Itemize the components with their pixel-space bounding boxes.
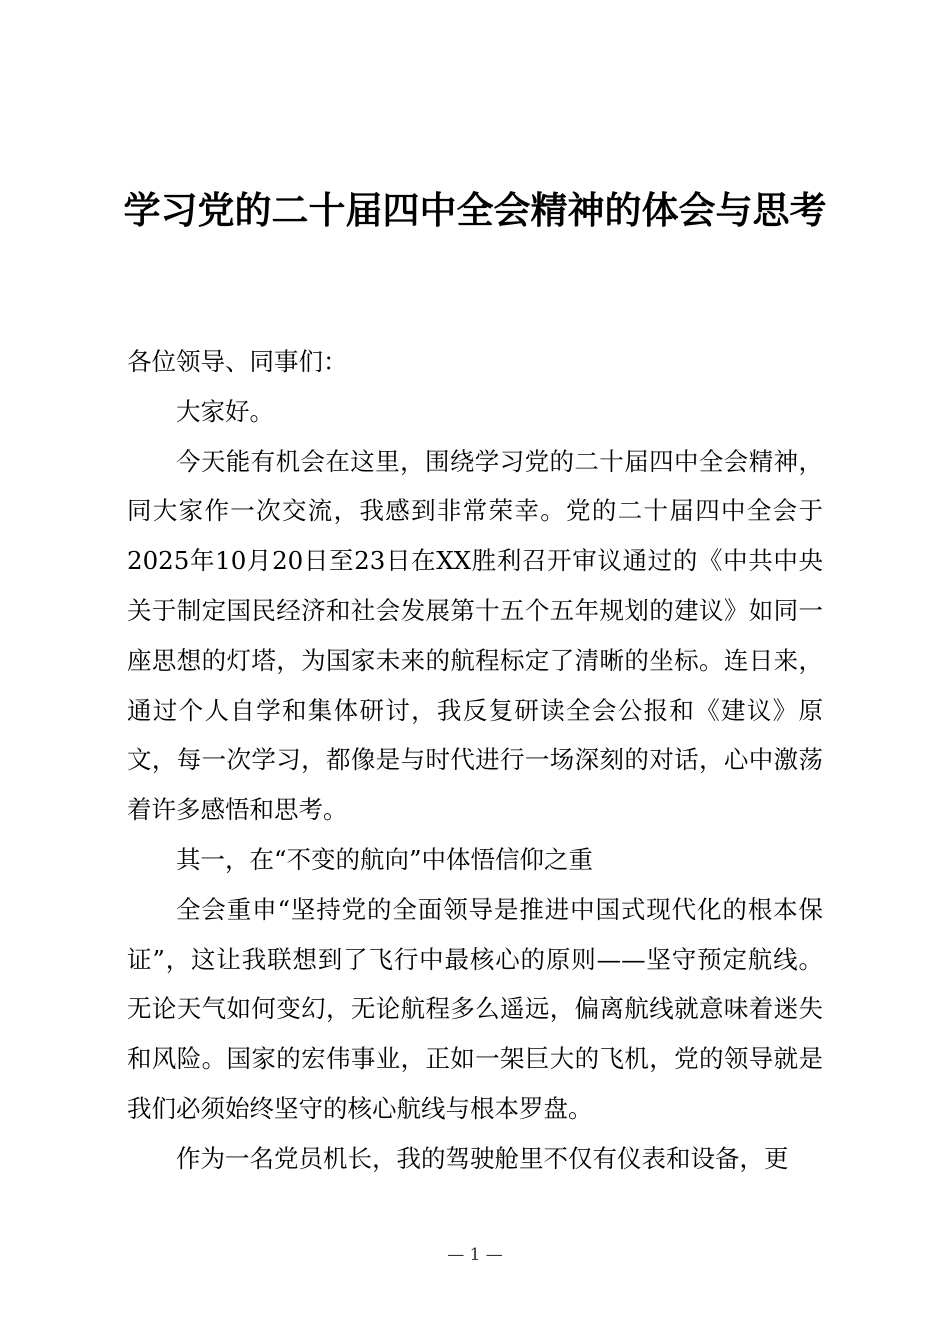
paragraph-greeting: 大家好。 (176, 396, 274, 426)
page-number: — 1 — (447, 1245, 503, 1265)
document-title: 学习党的二十届四中全会精神的体会与思考 (123, 189, 827, 232)
salutation: 各位领导、同事们： (127, 347, 348, 376)
paragraph-intro: 今天能有机会在这里，围绕学习党的二十届四中全会精神，同大家作一次交流，我感到非常荣幸。党的二十届四中全会于2025年10月20日至23日在XX胜利召开审议通过的《中共中央关于制定国民经济和社会发展第十五个五年规划的建议》如同一座思想的灯塔，为国家未来的航程标定了清晰的坐标。连日来，通过个人自学和集体研讨，我反复研读全会公报和《建议》原文，每一次学习，都像是与时代进行一场深刻的对话，心中激荡着许多感悟和思考。 (127, 446, 823, 825)
paragraph-captain: 作为一名党员机长，我的驾驶舱里不仅有仪表和设备，更 (176, 1143, 789, 1173)
paragraph-section-1: 全会重申“坚持党的全面领导是推进中国式现代化的根本保证”，这让我联想到了飞行中最核心的原则——坚守预定航线。无论天气如何变幻，无论航程多么遥远，偏离航线就意味着迷失和风险。国家的宏伟事业，正如一架巨大的飞机，党的领导就是我们必须始终坚守的核心航线与根本罗盘。 (127, 894, 823, 1123)
document-body (127, 337, 823, 1184)
section-heading-1: 其一，在“不变的航向”中体悟信仰之重 (176, 844, 594, 874)
